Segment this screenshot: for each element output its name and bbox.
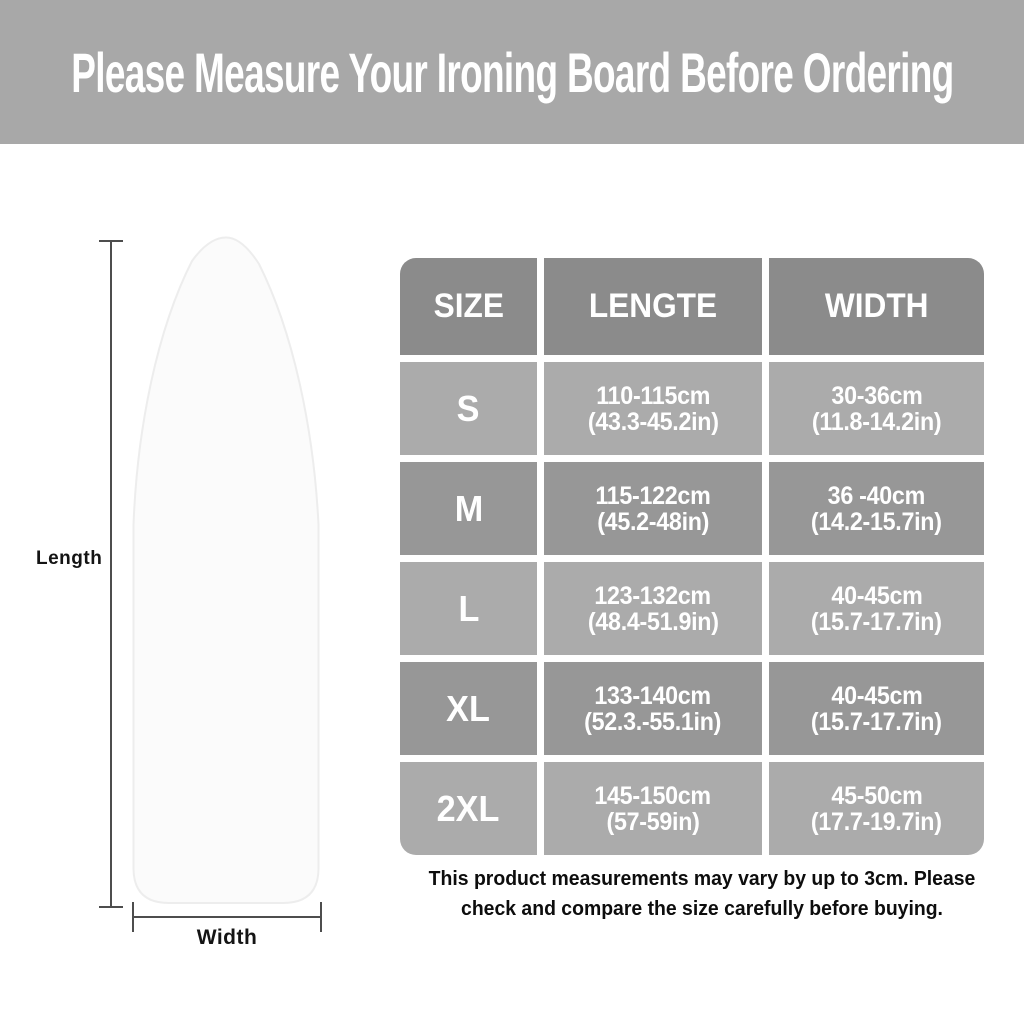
table-row-m-size	[400, 462, 537, 555]
width-in-value: (15.7-17.7in)	[811, 607, 942, 636]
size-value: 2XL	[437, 787, 500, 829]
length-in-value: (43.3-45.2in)	[587, 407, 719, 436]
length-in-value: (45.2-48in)	[597, 507, 709, 536]
table-header-size	[400, 258, 537, 355]
width-in-value: (11.8-14.2in)	[811, 407, 942, 436]
size-value: XL	[446, 687, 491, 729]
table-row-xl-length	[544, 662, 762, 755]
size-value: S	[457, 387, 480, 429]
width-in-value: (17.7-19.7in)	[811, 807, 942, 836]
table-row-l-length	[544, 562, 762, 655]
size-table	[400, 258, 984, 855]
table-row-l-size	[400, 562, 537, 655]
table-header-width	[769, 258, 984, 355]
width-label: Width	[196, 926, 258, 949]
measurement-note-line2: check and compare the size carefully before buying.	[461, 898, 943, 920]
table-header-length-label: LENGTE	[588, 287, 718, 325]
length-cm-value: 115-122cm	[595, 481, 711, 510]
measurement-note	[399, 864, 1004, 924]
table-header-size-label: SIZE	[433, 287, 504, 325]
length-cm-value: 123-132cm	[594, 581, 712, 610]
length-in-value: (57-59in)	[606, 807, 700, 836]
table-row-2xl-width	[769, 762, 984, 855]
table-row-m-width	[769, 462, 984, 555]
table-row-s-width	[769, 362, 984, 455]
page-title: Please Measure Your Ironing Board Before Ordering	[70, 40, 954, 104]
table-header-length	[544, 258, 762, 355]
length-cm-value: 110-115cm	[596, 381, 710, 410]
table-row-xl-width	[769, 662, 984, 755]
table-row-m-length	[544, 462, 762, 555]
width-cm-value: 30-36cm	[830, 381, 923, 410]
length-dimension-line	[99, 241, 123, 907]
width-in-value: (14.2-15.7in)	[811, 507, 942, 536]
size-value: L	[458, 587, 479, 629]
table-header-width-label: WIDTH	[824, 287, 929, 325]
width-cm-value: 36 -40cm	[827, 481, 926, 510]
table-row-s-size	[400, 362, 537, 455]
length-in-value: (52.3.-55.1in)	[584, 707, 722, 736]
table-row-s-length	[544, 362, 762, 455]
table-row-xl-size	[400, 662, 537, 755]
table-row-2xl-size	[400, 762, 537, 855]
ironing-board-diagram	[0, 220, 360, 980]
table-row-2xl-length	[544, 762, 762, 855]
width-cm-value: 45-50cm	[830, 781, 923, 810]
length-cm-value: 133-140cm	[594, 681, 712, 710]
length-in-value: (48.4-51.9in)	[587, 607, 719, 636]
width-cm-value: 40-45cm	[830, 681, 923, 710]
length-label: Length	[36, 548, 103, 569]
ironing-board-shape	[134, 238, 319, 904]
table-row-l-width	[769, 562, 984, 655]
length-cm-value: 145-150cm	[594, 781, 712, 810]
measurement-note-line1: This product measurements may vary by up to 3cm. Please	[428, 868, 976, 890]
width-in-value: (15.7-17.7in)	[811, 707, 942, 736]
header-banner	[0, 0, 1024, 144]
width-cm-value: 40-45cm	[830, 581, 923, 610]
size-value: M	[454, 487, 483, 529]
